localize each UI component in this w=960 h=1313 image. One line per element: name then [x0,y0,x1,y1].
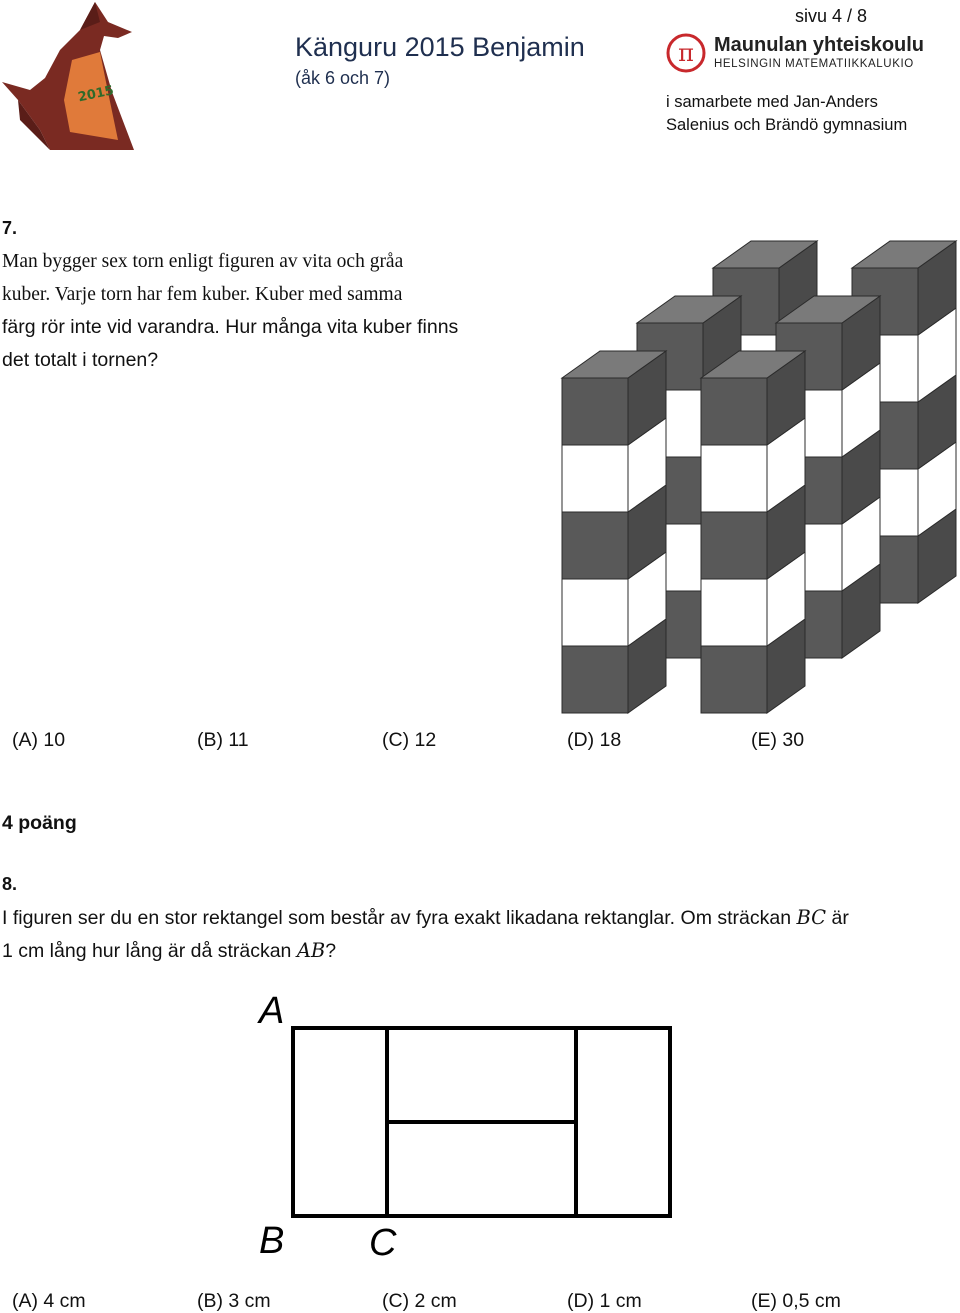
segment-bc: BC [796,906,827,929]
tower-6-cube-front [701,579,767,646]
label-a: A [259,990,285,1032]
tower-5-cube-front [562,646,628,713]
tower-5-cube-front [562,378,628,445]
q7-line-3: färg rör inte vid varandra. Hur många vita kuber finns [2,316,459,338]
q7-line-4: det totalt i tornen? [2,348,159,371]
logo-year: 2015 [76,83,116,106]
contest-title: Känguru 2015 Benjamin [295,32,585,62]
q8-option-b[interactable]: (B) 3 cm [197,1290,271,1312]
contest-subtitle: (åk 6 och 7) [295,68,391,88]
q7-option-b[interactable]: (B) 11 [197,729,249,751]
label-b: B [259,1220,285,1262]
q7-line-2: kuber. Varje torn har fem kuber. Kuber med samma [2,283,403,305]
segment-ab: AB [296,938,326,962]
label-c: C [369,1222,397,1264]
tower-6-cube-front [701,646,767,713]
q8-line-2: 1 cm lång hur lång är då sträckan AB? [2,938,337,962]
q8-option-c[interactable]: (C) 2 cm [382,1290,457,1312]
q7-option-d[interactable]: (D) 18 [567,729,622,751]
tower-5-cube-front [562,512,628,579]
collaboration-line-1: i samarbete med Jan-Anders [666,93,878,111]
cube-towers-figure [555,235,960,720]
points-heading: 4 poäng [2,812,77,834]
question-8-text [2,902,952,967]
school-subtitle: HELSINGIN MATEMATIIKKALUKIO [714,58,914,70]
school-name: Maunulan yhteiskoulu [714,34,925,56]
question-7-number: 7. [2,218,18,238]
pi-logo-icon [666,33,706,73]
q7-option-e[interactable]: (E) 30 [751,729,805,751]
tower-6-cube-front [701,512,767,579]
tower-6-cube-front [701,378,767,445]
q7-line-1: Man bygger sex torn enligt figuren av vita och gråa [2,251,404,272]
tower-5-cube-front [562,445,628,512]
tower-6-cube-front [701,445,767,512]
q8-line-1: I figuren ser du en stor rektangel som består av fyra exakt likadana rektanglar. Om sträckan BC är [2,906,849,929]
rectangles-figure [255,985,685,1265]
question-8-number: 8. [2,874,18,894]
tower-5-cube-front [562,579,628,646]
collaboration-line-2: Salenius och Brändö gymnasium [666,116,908,134]
svg-text:π: π [678,39,694,67]
kangaroo-logo [0,0,140,160]
q7-option-c[interactable]: (C) 12 [382,729,437,751]
q8-option-e[interactable]: (E) 0,5 cm [751,1290,841,1312]
question-7-text [2,246,522,376]
page-number: sivu 4 / 8 [795,6,868,26]
q7-option-a[interactable]: (A) 10 [12,729,66,751]
q8-option-d[interactable]: (D) 1 cm [567,1290,642,1312]
q8-option-a[interactable]: (A) 4 cm [12,1290,86,1312]
